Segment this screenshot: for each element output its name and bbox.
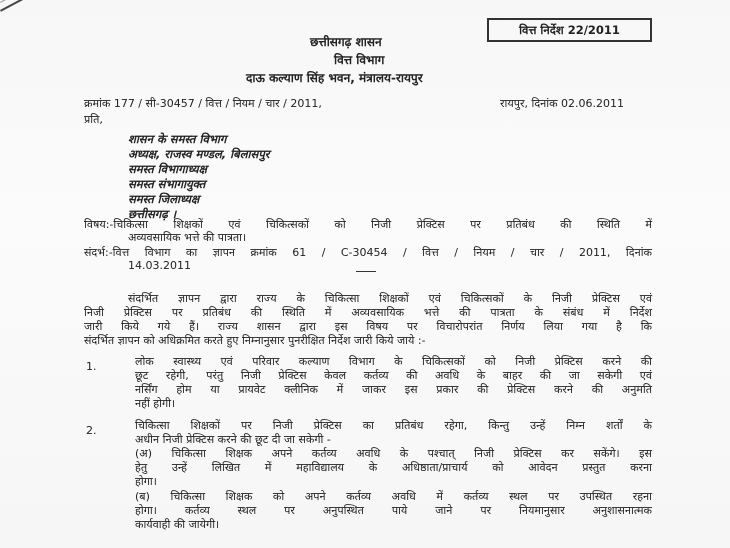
point-line: लोक स्वास्थ्य एवं परिवार कल्याण विभाग के चिकित्सकों को निजी प्रेक्टिस करने की xyxy=(135,355,652,368)
recipient: समस्त जिलाध्यक्ष xyxy=(128,192,200,206)
point-line: कार्यवाही की जायेगी। xyxy=(135,518,220,531)
recipient: समस्त संभागायुक्त xyxy=(128,177,206,191)
point-line: अधीन निजी प्रेक्टिस करने की छूट दी जा सकेगी - xyxy=(135,433,331,446)
recipient: अध्यक्ष, राजस्व मण्डल, बिलासपुर xyxy=(128,147,270,161)
point-number: 1. xyxy=(86,360,97,373)
separator-dash xyxy=(356,271,376,272)
order-number: क्रमांक 177 / सी-30457 / वित्त / नियम / चार / 2011, xyxy=(84,97,322,110)
reference-box: वित्त निर्देश 22/2011 xyxy=(487,18,652,42)
intro-line: संदर्भित ज्ञापन द्वारा राज्य के चिकित्सा शिक्षकों एवं चिकित्सकों के निजी प्रेक्टिस एवं xyxy=(128,292,652,305)
reference-date: 14.03.2011 xyxy=(128,259,191,272)
point-line: नहीं होगी। xyxy=(135,397,176,410)
reference-line: संदर्भ:-वित्त विभाग का ज्ञापन क्रमांक 61 / C-30454 / वित्त / नियम / चार / 2011, दिनांक xyxy=(84,246,652,259)
header-address: दाऊ कल्याण सिंह भवन, मंत्रालय-रायपुर xyxy=(246,71,423,85)
header-department: वित्त विभाग xyxy=(334,53,385,67)
subject-line: विषय:-चिकित्सा शिक्षकों एवं चिकित्सकों को निजी प्रेक्टिस पर प्रतिबंध की स्थिति में xyxy=(84,218,652,231)
recipient: शासन के समस्त विभाग xyxy=(128,132,227,146)
subject-line: अव्यवसायिक भत्ते की पात्रता। xyxy=(128,231,247,244)
recipient: समस्त विभागाध्यक्ष xyxy=(128,162,207,176)
point-number: 2. xyxy=(86,424,97,437)
point-line: (अ) चिकित्सा शिक्षक अपने कर्तव्य अवधि के पश्चात् निजी प्रेक्टिस कर सकेंगे। इस xyxy=(135,447,652,460)
intro-line: निजी प्रेक्टिस पर प्रतिबंध की स्थिति में अव्यवसायिक भत्ते की पात्रता के संबंध में निर्देश xyxy=(84,306,652,319)
point-line: छूट रहेगी, परंतु निजी प्रेक्टिस केवल कर्तव्य की अवधि के बाहर की जा सकेगी एवं xyxy=(135,369,652,382)
point-line: (ब) चिकित्सा शिक्षक को अपने कर्तव्य अवधि में कर्तव्य स्थल पर उपस्थित रहना xyxy=(135,490,652,503)
point-line: होगा। xyxy=(135,475,157,488)
page-corner-mark xyxy=(0,0,54,12)
recipient: छत्तीसगढ़ । xyxy=(128,207,177,221)
order-date: रायपुर, दिनांक 02.06.2011 xyxy=(500,97,625,110)
point-line: चिकित्सा शिक्षकों पर निजी प्रेक्टिस का प्रतिबंध रहेगा, किन्तु उन्हें निम्न शर्तों के xyxy=(135,419,652,432)
point-line: होगा। कर्तव्य स्थल पर अनुपस्थित पाये जाने पर नियमानुसार अनुशासनात्मक xyxy=(135,504,652,517)
intro-line: जारी किये गये हैं। राज्य शासन द्वारा इस विषय पर विचारोपरांत निर्णय लिया गया है कि xyxy=(84,320,652,333)
prati-label: प्रति, xyxy=(84,113,103,126)
point-line: हेतु उन्हें लिखित में महाविद्यालय के अधिष्ठाता/प्राचार्य को आवेदन प्रस्तुत करना xyxy=(135,461,652,474)
point-line: नर्सिंग होम या प्रायवेट क्लीनिक में जाकर इस प्रकार की प्रेक्टिस करने की अनुमति xyxy=(135,383,652,396)
intro-line: संदर्भित ज्ञापन को अधिक्रमित करते हुए निम्नानुसार पुनरीक्षित निर्देश जारी किये जाये :- xyxy=(84,334,426,347)
header-government: छत्तीसगढ़ शासन xyxy=(310,35,382,49)
